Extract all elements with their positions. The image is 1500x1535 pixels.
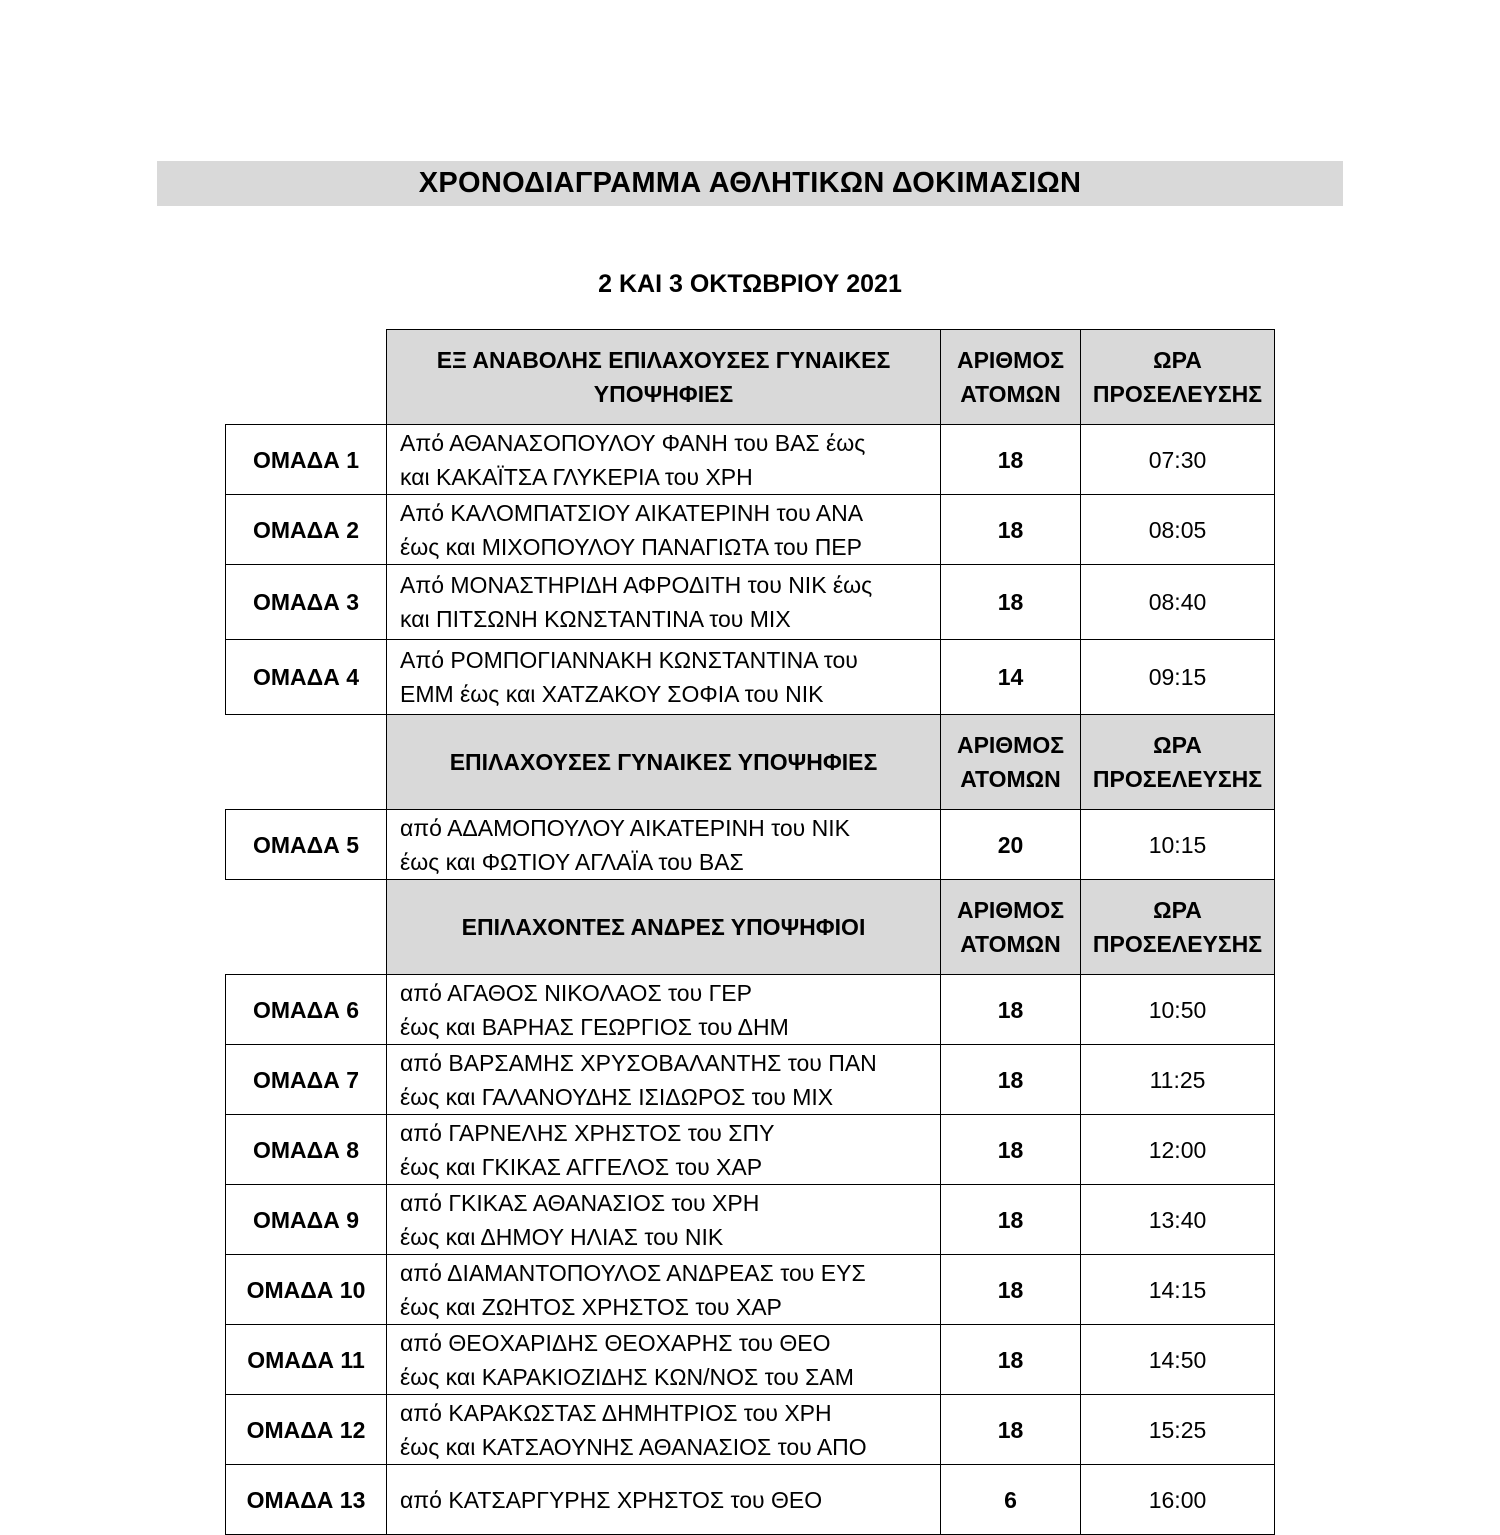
count-header-line-1: ΑΡΙΘΜΟΣ (956, 897, 1065, 923)
name-range-cell (387, 640, 941, 715)
name-range-cell (387, 975, 941, 1045)
group-label: ΟΜΑΔΑ 5 (226, 810, 387, 880)
name-range-line-1: από ΔΙΑΜΑΝΤΟΠΟΥΛΟΣ ΑΝΔΡΕΑΣ του ΕΥΣ (400, 1259, 866, 1286)
group-label: ΟΜΑΔΑ 11 (226, 1325, 387, 1395)
section-title (387, 880, 941, 975)
name-range-line-1: από ΓΑΡΝΕΛΗΣ ΧΡΗΣΤΟΣ του ΣΠΥ (400, 1119, 775, 1146)
name-range-line-1: από ΘΕΟΧΑΡΙΔΗΣ ΘΕΟΧΑΡΗΣ του ΘΕΟ (400, 1329, 831, 1356)
group-label: ΟΜΑΔΑ 12 (226, 1395, 387, 1465)
count-header-line-2: ΑΤΟΜΩΝ (960, 931, 1061, 957)
person-count: 20 (941, 810, 1081, 880)
group-label: ΟΜΑΔΑ 8 (226, 1115, 387, 1185)
name-range-line-2: έως και ΓΑΛΑΝΟΥΔΗΣ ΙΣΙΔΩΡΟΣ του ΜΙΧ (400, 1083, 834, 1110)
time-header-line-2: ΠΡΟΣΕΛΕΥΣΗΣ (1092, 931, 1263, 957)
name-range-cell (387, 1255, 941, 1325)
section-header-row (226, 880, 1275, 975)
name-range-line-2: έως και ΚΑΡΑΚΙΟΖΙΔΗΣ ΚΩΝ/ΝΟΣ του ΣΑΜ (400, 1363, 854, 1390)
arrival-time: 12:00 (1081, 1115, 1275, 1185)
arrival-time: 09:15 (1081, 640, 1275, 715)
section-title-line-1: ΕΠΙΛΑΧΟΝΤΕΣ ΑΝΔΡΕΣ ΥΠΟΨΗΦΙΟΙ (461, 914, 866, 940)
time-header-line-1: ΩΡΑ (1153, 347, 1202, 373)
person-count: 18 (941, 425, 1081, 495)
group-label: ΟΜΑΔΑ 1 (226, 425, 387, 495)
group-label: ΟΜΑΔΑ 3 (226, 565, 387, 640)
table-row (226, 425, 1275, 495)
arrival-time: 10:15 (1081, 810, 1275, 880)
count-column-header (941, 715, 1081, 810)
section-title-line-1: ΕΞ ΑΝΑΒΟΛΗΣ ΕΠΙΛΑΧΟΥΣΕΣ ΓΥΝΑΙΚΕΣ (436, 347, 891, 373)
name-range-cell (387, 425, 941, 495)
name-range-line-2: έως και ΚΑΤΣΑΟΥΝΗΣ ΑΘΑΝΑΣΙΟΣ του ΑΠΟ (400, 1433, 867, 1460)
name-range-line-1: από ΚΑΡΑΚΩΣΤΑΣ ΔΗΜΗΤΡΙΟΣ του ΧΡΗ (400, 1399, 832, 1426)
name-range-line-2: και ΠΙΤΣΩΝΗ ΚΩΝΣΤΑΝΤΙΝΑ του ΜΙΧ (400, 606, 791, 632)
group-label: ΟΜΑΔΑ 10 (226, 1255, 387, 1325)
name-range-line-1: από ΑΔΑΜΟΠΟΥΛΟΥ ΑΙΚΑΤΕΡΙΝΗ του ΝΙΚ (400, 814, 850, 841)
section-header-row (226, 330, 1275, 425)
person-count: 18 (941, 495, 1081, 565)
table-row (226, 495, 1275, 565)
count-header-line-2: ΑΤΟΜΩΝ (960, 381, 1061, 407)
arrival-time: 14:50 (1081, 1325, 1275, 1395)
name-range-line-2: έως και ΓΚΙΚΑΣ ΑΓΓΕΛΟΣ του ΧΑΡ (400, 1153, 763, 1180)
time-column-header (1081, 330, 1275, 425)
time-column-header (1081, 880, 1275, 975)
document-title: ΧΡΟΝΟΔΙΑΓΡΑΜΜΑ ΑΘΛΗΤΙΚΩΝ ΔΟΚΙΜΑΣΙΩΝ (418, 167, 1082, 199)
name-range-cell (387, 1325, 941, 1395)
section-header-row (226, 715, 1275, 810)
arrival-time: 15:25 (1081, 1395, 1275, 1465)
arrival-time: 11:25 (1081, 1045, 1275, 1115)
name-range-line-2: έως και ΖΩΗΤΟΣ ΧΡΗΣΤΟΣ του ΧΑΡ (400, 1293, 782, 1320)
table-row (226, 1045, 1275, 1115)
schedule-table-body (226, 330, 1275, 1535)
table-row (226, 1325, 1275, 1395)
schedule-table (225, 329, 1275, 1535)
name-range-line-1: από ΓΚΙΚΑΣ ΑΘΑΝΑΣΙΟΣ του ΧΡΗ (400, 1189, 760, 1216)
group-label: ΟΜΑΔΑ 2 (226, 495, 387, 565)
name-range-line-1: από ΚΑΤΣΑΡΓΥΡΗΣ ΧΡΗΣΤΟΣ του ΘΕΟ (400, 1486, 823, 1513)
name-range-line-1: από ΑΓΑΘΟΣ ΝΙΚΟΛΑΟΣ του ΓΕΡ (400, 979, 752, 1006)
group-label: ΟΜΑΔΑ 4 (226, 640, 387, 715)
time-header-line-1: ΩΡΑ (1153, 897, 1202, 923)
table-row (226, 1185, 1275, 1255)
section-title (387, 715, 941, 810)
title-bar (157, 161, 1343, 206)
document-date-subtitle: 2 ΚΑΙ 3 ΟΚΤΩΒΡΙΟΥ 2021 (598, 270, 902, 298)
person-count: 18 (941, 1255, 1081, 1325)
time-header-line-1: ΩΡΑ (1153, 732, 1202, 758)
time-header-line-2: ΠΡΟΣΕΛΕΥΣΗΣ (1092, 381, 1263, 407)
name-range-line-2: και ΚΑΚΑΪΤΣΑ ΓΛΥΚΕΡΙΑ του ΧΡΗ (400, 463, 753, 490)
person-count: 6 (941, 1465, 1081, 1535)
arrival-time: 07:30 (1081, 425, 1275, 495)
group-label: ΟΜΑΔΑ 7 (226, 1045, 387, 1115)
blank-cell (226, 715, 387, 810)
arrival-time: 13:40 (1081, 1185, 1275, 1255)
group-label: ΟΜΑΔΑ 13 (226, 1465, 387, 1535)
name-range-cell (387, 1395, 941, 1465)
table-row (226, 565, 1275, 640)
group-label: ΟΜΑΔΑ 6 (226, 975, 387, 1045)
table-row (226, 1255, 1275, 1325)
table-row (226, 1115, 1275, 1185)
name-range-line-2: ΕΜΜ έως και ΧΑΤΖΑΚΟΥ ΣΟΦΙΑ του ΝΙΚ (400, 681, 824, 707)
name-range-cell (387, 1115, 941, 1185)
count-column-header (941, 880, 1081, 975)
section-title (387, 330, 941, 425)
person-count: 18 (941, 565, 1081, 640)
name-range-line-2: έως και ΔΗΜΟΥ ΗΛΙΑΣ του ΝΙΚ (400, 1223, 724, 1250)
person-count: 18 (941, 1185, 1081, 1255)
person-count: 18 (941, 1325, 1081, 1395)
blank-cell (226, 330, 387, 425)
name-range-line-1: Από ΡΟΜΠΟΓΙΑΝΝΑΚΗ ΚΩΝΣΤΑΝΤΙΝΑ του (400, 647, 858, 673)
table-row (226, 810, 1275, 880)
arrival-time: 08:40 (1081, 565, 1275, 640)
time-column-header (1081, 715, 1275, 810)
name-range-line-1: Από ΑΘΑΝΑΣΟΠΟΥΛΟΥ ΦΑΝΗ του ΒΑΣ έως (400, 429, 866, 456)
person-count: 18 (941, 1115, 1081, 1185)
count-header-line-1: ΑΡΙΘΜΟΣ (956, 347, 1065, 373)
name-range-line-2: έως και ΒΑΡΗΑΣ ΓΕΩΡΓΙΟΣ του ΔΗΜ (400, 1013, 789, 1040)
name-range-cell (387, 565, 941, 640)
name-range-line-1: Από ΜΟΝΑΣΤΗΡΙΔΗ ΑΦΡΟΔΙΤΗ του ΝΙΚ έως (400, 572, 873, 598)
table-row (226, 1395, 1275, 1465)
count-header-line-2: ΑΤΟΜΩΝ (960, 766, 1061, 792)
arrival-time: 16:00 (1081, 1465, 1275, 1535)
count-header-line-1: ΑΡΙΘΜΟΣ (956, 732, 1065, 758)
table-row (226, 640, 1275, 715)
name-range-cell (387, 1045, 941, 1115)
name-range-cell (387, 1185, 941, 1255)
section-title-line-2: ΥΠΟΨΗΦΙΕΣ (593, 381, 734, 407)
section-title-line-1: ΕΠΙΛΑΧΟΥΣΕΣ ΓΥΝΑΙΚΕΣ ΥΠΟΨΗΦΙΕΣ (449, 749, 878, 775)
blank-cell (226, 880, 387, 975)
name-range-line-1: Από ΚΑΛΟΜΠΑΤΣΙΟΥ ΑΙΚΑΤΕΡΙΝΗ του ΑΝΑ (400, 499, 864, 526)
count-column-header (941, 330, 1081, 425)
table-row (226, 975, 1275, 1045)
name-range-line-2: έως και ΜΙΧΟΠΟΥΛΟΥ ΠΑΝΑΓΙΩΤΑ του ΠΕΡ (400, 533, 862, 560)
arrival-time: 08:05 (1081, 495, 1275, 565)
person-count: 18 (941, 1395, 1081, 1465)
name-range-cell (387, 495, 941, 565)
person-count: 18 (941, 975, 1081, 1045)
arrival-time: 10:50 (1081, 975, 1275, 1045)
name-range-line-1: από ΒΑΡΣΑΜΗΣ ΧΡΥΣΟΒΑΛΑΝΤΗΣ του ΠΑΝ (400, 1049, 877, 1076)
name-range-cell (387, 810, 941, 880)
time-header-line-2: ΠΡΟΣΕΛΕΥΣΗΣ (1092, 766, 1263, 792)
name-range-line-2: έως και ΦΩΤΙΟΥ ΑΓΛΑΪΑ του ΒΑΣ (400, 848, 744, 875)
person-count: 14 (941, 640, 1081, 715)
group-label: ΟΜΑΔΑ 9 (226, 1185, 387, 1255)
arrival-time: 14:15 (1081, 1255, 1275, 1325)
person-count: 18 (941, 1045, 1081, 1115)
